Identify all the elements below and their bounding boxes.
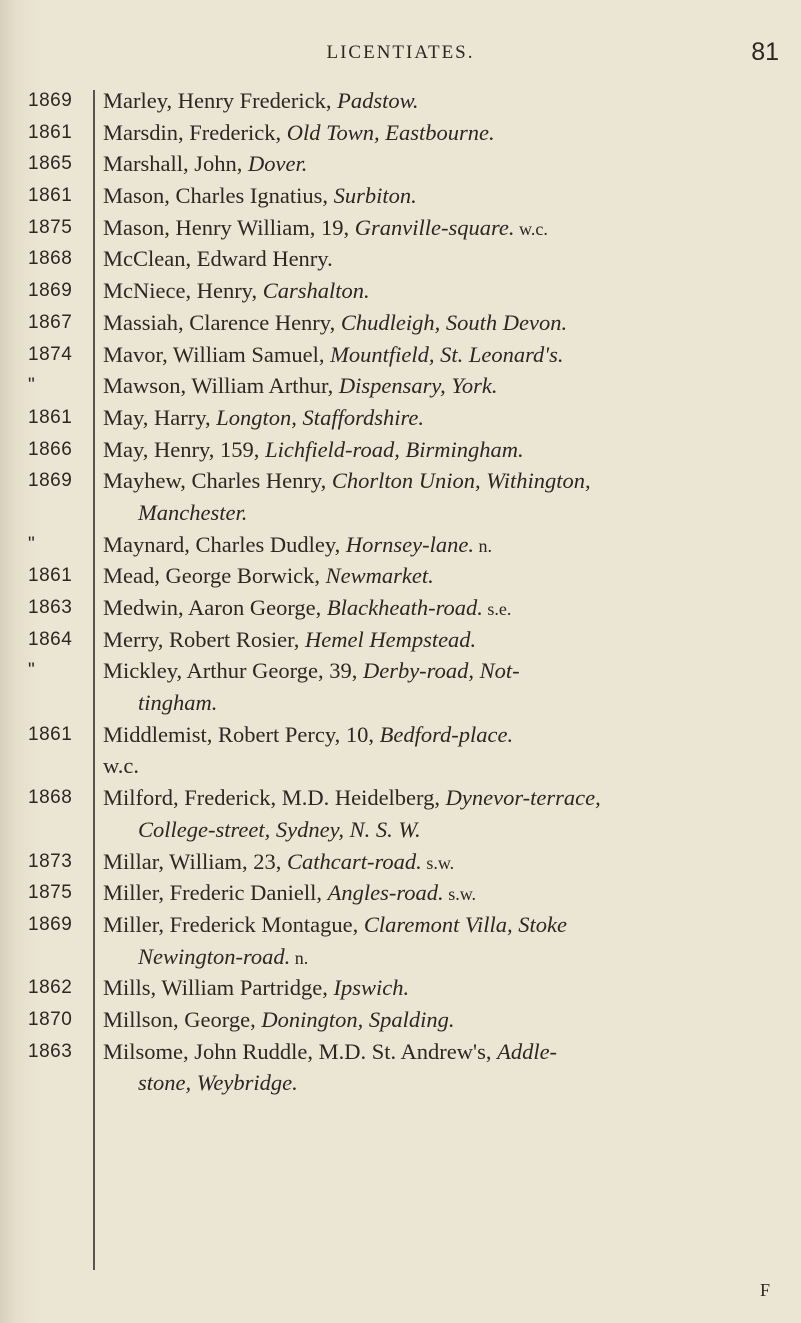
list-item (0, 595, 801, 627)
list-item (0, 278, 801, 310)
entry-name: Mills, William Partridge, (103, 975, 334, 1001)
entry-place: Granville-square. (354, 214, 515, 240)
list-item (0, 500, 801, 532)
entry-text (103, 880, 793, 906)
list-item (0, 690, 801, 722)
entry-district: w.c. (514, 218, 548, 239)
entry-continuation: stone, Weybridge. (138, 1070, 298, 1096)
entry-name: Mason, Charles Ignatius, (103, 183, 334, 209)
entry-continuation: College-street, Sydney, N. S. W. (138, 816, 421, 842)
list-item (0, 468, 801, 500)
entry-district: s.e. (482, 599, 512, 619)
entry-place: Dynevor-terrace, (445, 785, 601, 811)
entry-place: Derby-road, Not- (362, 658, 520, 684)
entry-name: Massiah, Clarence Henry, (103, 309, 341, 335)
entry-year: 1869 (28, 913, 73, 935)
list-item (0, 373, 801, 405)
entry-text (103, 1039, 793, 1065)
entry-district: s.w. (443, 884, 477, 905)
entry-name: Miller, Frederick Montague, (103, 911, 364, 937)
entry-continuation: Newington-road. (138, 943, 291, 969)
entry-text (103, 215, 793, 241)
entry-text (103, 627, 793, 653)
entry-text (103, 405, 793, 431)
list-item (0, 563, 801, 595)
entry-text (138, 817, 801, 843)
list-item (0, 817, 801, 849)
entry-text (103, 88, 793, 114)
entry-place: Dispensary, York. (338, 373, 498, 399)
entry-name: McNiece, Henry, (103, 278, 263, 304)
entry-text (103, 310, 793, 336)
list-item (0, 849, 801, 881)
entry-place: Old Town, Eastbourne. (286, 119, 495, 145)
entry-name: Mickley, Arthur George, 39, (103, 658, 363, 684)
list-item (0, 753, 801, 785)
entry-year: 1867 (28, 311, 73, 333)
entry-place: Surbiton. (333, 183, 417, 209)
entry-district: n. (473, 535, 492, 556)
entry-year: 1866 (28, 438, 73, 460)
entry-name: Marshall, John, (103, 151, 248, 177)
entry-text (103, 120, 793, 146)
entry-district: n. (290, 947, 309, 968)
entry-place: Angles-road. (327, 880, 444, 906)
entry-name: Marley, Henry Frederick, (103, 88, 338, 113)
entry-text (103, 246, 793, 272)
list-item (0, 944, 801, 976)
entry-text (103, 595, 793, 621)
entry-text (103, 658, 793, 684)
list-item (0, 437, 801, 469)
entry-year: 1865 (28, 153, 73, 175)
entry-text (103, 912, 793, 938)
entry-name: Mayhew, Charles Henry, (103, 468, 332, 494)
entry-name: McClean, Edward Henry. (103, 246, 333, 272)
entry-year: 1868 (28, 248, 73, 270)
list-item (0, 912, 801, 944)
entry-text (103, 151, 793, 177)
entry-text (138, 944, 801, 970)
list-item (0, 975, 801, 1007)
entry-text (103, 532, 793, 558)
entry-text (103, 342, 793, 368)
entry-place: Bedford-place. (379, 721, 514, 747)
entry-year: 1875 (28, 216, 73, 238)
entry-place: Blackheath-road. (326, 595, 483, 620)
running-title: LICENTIATES. (326, 42, 475, 63)
entry-name: Millson, George, (103, 1006, 262, 1032)
entry-text (103, 849, 793, 875)
entry-place: Donington, Spalding. (261, 1006, 455, 1032)
entry-continuation: tingham. (138, 690, 218, 716)
entry-place: Mountfield, St. Leonard's. (330, 341, 564, 367)
page-number: 81 (751, 38, 779, 66)
entry-text (103, 278, 793, 304)
entry-place: Addle- (497, 1038, 558, 1064)
entry-place: Hornsey-lane. (345, 531, 474, 557)
entry-name: w.c. (103, 753, 140, 779)
entry-place: Padstow. (337, 88, 419, 113)
entry-year: " (28, 533, 36, 555)
list-item (0, 405, 801, 437)
signature-mark: F (760, 1280, 771, 1300)
list-item (0, 1070, 801, 1102)
entry-name: Mawson, William Arthur, (103, 373, 339, 399)
entry-year: 1874 (28, 343, 73, 365)
entry-year: 1861 (28, 185, 73, 207)
entry-year: 1869 (28, 470, 73, 492)
entry-place: Longton, Staffordshire. (216, 404, 425, 430)
entry-name: May, Henry, 159, (103, 436, 266, 462)
entry-year: 1869 (28, 280, 73, 302)
entry-text (138, 1070, 801, 1096)
list-item (0, 1039, 801, 1071)
list-item (0, 532, 801, 564)
entry-year: 1861 (28, 565, 73, 587)
entry-text (103, 437, 793, 463)
list-item (0, 880, 801, 912)
entry-place: Ipswich. (333, 975, 410, 1001)
entry-year: 1875 (28, 882, 73, 904)
entry-name: Mason, Henry William, 19, (103, 214, 355, 240)
entry-year: 1873 (28, 850, 73, 872)
entry-place: Chudleigh, South Devon. (340, 309, 568, 335)
entry-year: 1864 (28, 628, 73, 650)
entry-name: Millar, William, 23, (103, 848, 288, 874)
list-item (0, 1007, 801, 1039)
entry-name: Mead, George Borwick, (103, 563, 326, 589)
entry-year: 1863 (28, 1040, 73, 1062)
entry-text (138, 500, 801, 526)
entry-year: 1869 (28, 90, 73, 111)
entry-list (0, 88, 801, 1102)
entry-text (138, 690, 801, 716)
entry-text (103, 753, 793, 779)
entry-place: Cathcart-road. (287, 848, 422, 874)
entry-place: Hemel Hempstead. (304, 626, 477, 652)
entry-text (103, 183, 793, 209)
entry-year: 1861 (28, 723, 73, 745)
entry-name: Marsdin, Frederick, (103, 119, 287, 145)
entry-place: Lichfield-road, Birmingham. (265, 436, 524, 462)
entry-text (103, 1007, 793, 1033)
entry-year: 1863 (28, 597, 73, 618)
list-item (0, 215, 801, 247)
entry-place: Claremont Villa, Stoke (363, 911, 567, 937)
entry-text (103, 722, 793, 748)
entry-name: Milford, Frederick, M.D. Heidelberg, (103, 785, 446, 811)
entry-year: " (28, 375, 36, 397)
entry-text (103, 975, 793, 1001)
entry-year: " (28, 660, 36, 682)
entry-year: 1862 (28, 977, 73, 999)
list-item (0, 342, 801, 374)
entry-continuation: Manchester. (138, 499, 248, 525)
list-item (0, 785, 801, 817)
list-item (0, 246, 801, 278)
entry-name: Medwin, Aaron George, (103, 595, 327, 620)
entry-name: Maynard, Charles Dudley, (103, 531, 346, 557)
entry-year: 1870 (28, 1008, 73, 1030)
list-item (0, 658, 801, 690)
entry-text (103, 373, 793, 399)
entry-text (103, 468, 793, 494)
entry-name: May, Harry, (103, 404, 217, 430)
list-item (0, 151, 801, 183)
entry-year: 1861 (28, 121, 73, 143)
list-item (0, 627, 801, 659)
entry-name: Middlemist, Robert Percy, 10, (103, 721, 380, 747)
entry-year: 1861 (28, 406, 73, 428)
entry-place: Carshalton. (262, 278, 370, 304)
entry-name: Miller, Frederic Daniell, (103, 880, 328, 906)
list-item (0, 183, 801, 215)
entry-name: Milsome, John Ruddle, M.D. St. Andrew's, (103, 1038, 498, 1064)
entry-name: Merry, Robert Rosier, (103, 626, 305, 652)
list-item (0, 88, 801, 120)
page-header (0, 38, 801, 78)
entry-place: Newmarket. (325, 563, 434, 589)
entry-place: Dover. (248, 151, 308, 177)
list-item (0, 310, 801, 342)
entry-text (103, 563, 793, 589)
entry-name: Mavor, William Samuel, (103, 341, 331, 367)
entry-place: Chorlton Union, Withington, (331, 468, 591, 494)
list-item (0, 722, 801, 754)
entry-district: s.w. (421, 852, 455, 873)
entry-year: 1868 (28, 787, 73, 809)
entry-text (103, 785, 793, 811)
list-item (0, 120, 801, 152)
